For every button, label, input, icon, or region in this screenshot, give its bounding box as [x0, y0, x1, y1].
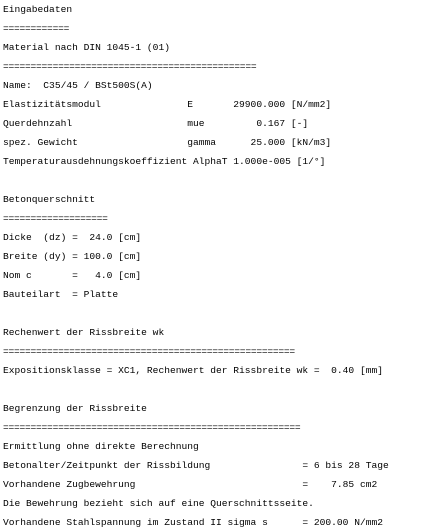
- separator-line: ==============================================: [3, 61, 257, 72]
- separator-line: ============: [3, 23, 70, 34]
- separator-line: ======================================================: [3, 422, 301, 433]
- heading-betonquerschnitt: Betonquerschnitt: [3, 194, 96, 205]
- temperaturausdehnung-row: Temperaturausdehnungskoeffizient AlphaT 1.000e-005 [1/°]: [3, 156, 326, 167]
- dicke-row: Dicke (dz) = 24.0 [cm]: [3, 232, 142, 243]
- elastizitaetsmodul-row: Elastizitätsmodul E 29900.000 [N/mm2]: [3, 99, 332, 110]
- separator-line: =====================================================: [3, 346, 295, 357]
- blank-line: [3, 304, 435, 323]
- heading-eingabedaten: Eingabedaten: [3, 4, 73, 15]
- nom-c-row: Nom c = 4.0 [cm]: [3, 270, 142, 281]
- ermittlung-row: Ermittlung ohne direkte Berechnung: [3, 441, 199, 452]
- stahlspannung-row: Vorhandene Stahlspannung im Zustand II sigma s = 200.00 N/mm2: [3, 517, 383, 528]
- breite-row: Breite (dy) = 100.0 [cm]: [3, 251, 142, 262]
- bauteilart-row: Bauteilart = Platte: [3, 289, 119, 300]
- expositionsklasse-row: Expositionsklasse = XC1, Rechenwert der Rissbreite wk = 0.40 [mm]: [3, 365, 383, 376]
- spez-gewicht-row: spez. Gewicht gamma 25.000 [kN/m3]: [3, 137, 332, 148]
- blank-line: [3, 171, 435, 190]
- document-text: [3, 0, 435, 532]
- heading-rechenwert-rissbreite: Rechenwert der Rissbreite wk: [3, 327, 165, 338]
- heading-begrenzung-rissbreite: Begrenzung der Rissbreite: [3, 403, 147, 414]
- betonalter-row: Betonalter/Zeitpunkt der Rissbildung = 6 bis 28 Tage: [3, 460, 389, 471]
- bewehrung-hinweis-row: Die Bewehrung bezieht sich auf eine Querschnittsseite.: [3, 498, 314, 509]
- material-name: Name: C35/45 / BSt500S(A): [3, 80, 153, 91]
- blank-line: [3, 380, 435, 399]
- separator-line: ===================: [3, 213, 108, 224]
- zugbewehrung-row: Vorhandene Zugbewehrung = 7.85 cm2: [3, 479, 378, 490]
- querdehnzahl-row: Querdehnzahl mue 0.167 [-]: [3, 118, 309, 129]
- material-heading: Material nach DIN 1045-1 (01): [3, 42, 170, 53]
